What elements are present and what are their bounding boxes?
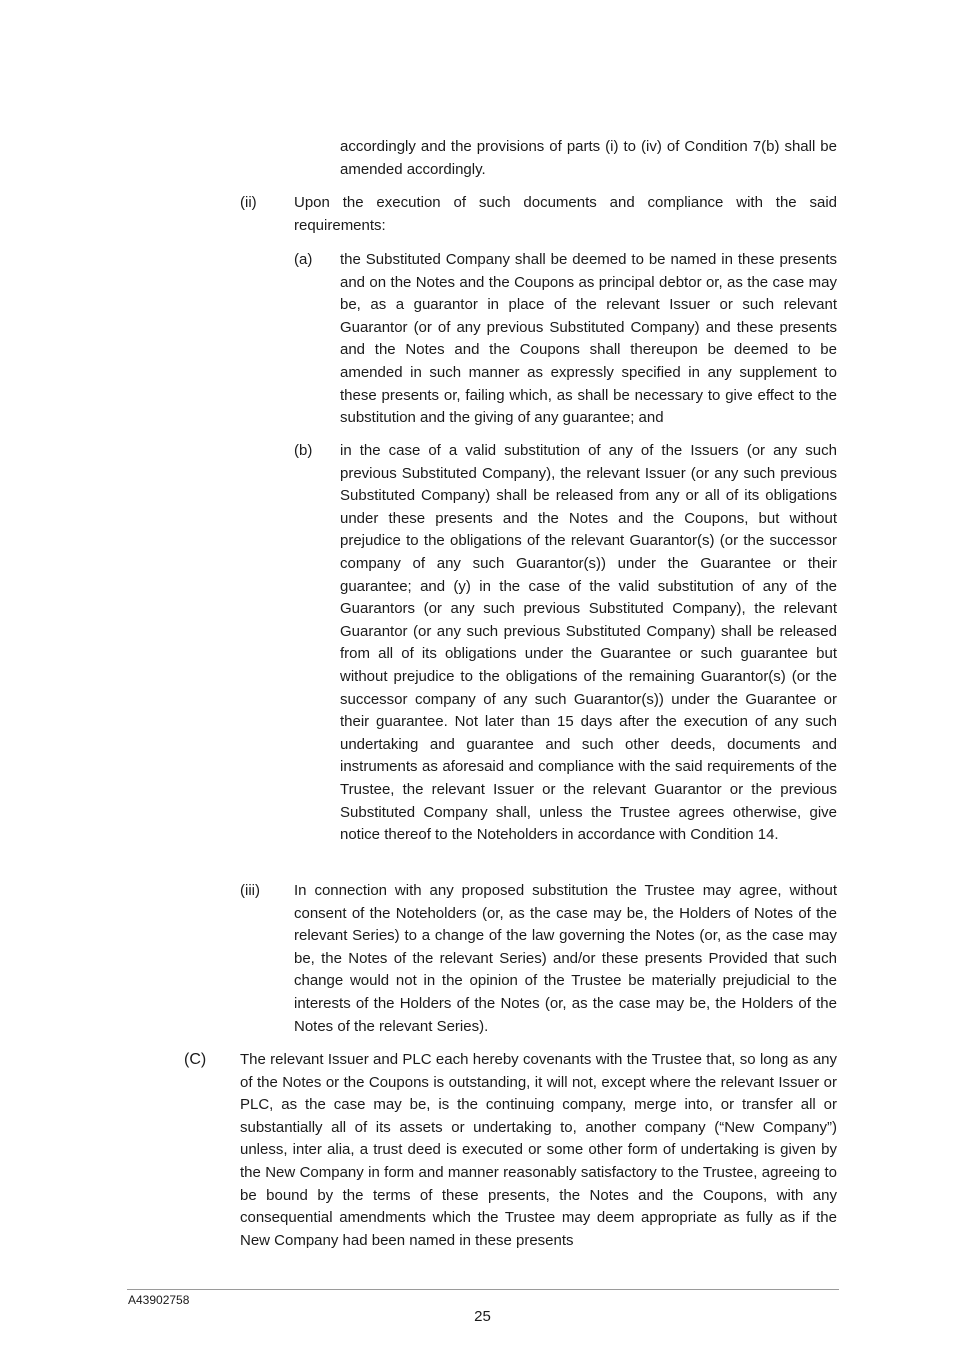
clause-c-text: The relevant Issuer and PLC each hereby covenants with the Trustee that, so long as any of the Notes or the Coupons is outstanding, it will not, except where the relevant Issuer or PLC, as the case may be, is the continuing company, merge into, or transfer all or substantially all of its assets or undertaking to, another company (“New Company”) unless, inter alia, a trust deed is executed or some other form of undertaking is given by the New Company in form and manner reasonably satisfactory to the Trustee, agreeing to be bound by the terms of these presents, the Notes and the Coupons, with any consequential amendments which the Trustee may deem appropriate as fully as if the New Company had been named in these presents (240, 1051, 837, 1249)
clause-ii-label: (ii) (240, 194, 257, 211)
clause-iii-text: In connection with any proposed substitution the Trustee may agree, without consent of the Noteholders (or, as the case may be, the Holders of Notes of the relevant Series) to a change of the law governing the Notes (or, as the case may be, the Notes of the relevant Series) and/or these presents Provided that such change would not in the opinion of the Trustee be materially prejudicial to the interests of the Holders of the Notes (or, as the case may be, the Holders of the Notes of the relevant Series). (294, 882, 837, 1035)
page-number: 25 (474, 1308, 491, 1325)
continuation-paragraph: accordingly and the provisions of parts (i) to (iv) of Condition 7(b) shall be amended accordingly. (340, 138, 837, 178)
document-reference: A43902758 (128, 1293, 190, 1307)
clause-b-text: in the case of a valid substitution of any of the Issuers (or any such previous Substituted Company), the relevant Issuer (or any such previous Substituted Company) shall be released from any or all of its obligations under these presents and the Notes and the Coupons, but without prejudice to the obligations of the relevant Guarantor(s) (or the successor company of any such Guarantor(s)) under the Guarantee or their guarantee; and (y) in the case of the valid substitution of any of the Guarantors (or any such previous Substituted Company), the relevant Guarantor (or any such previous Substituted Company) shall be released from all of its obligations under the Guarantee or such guarantee but without prejudice to the obligations of the remaining Guarantor(s) (or the successor company of any such Guarantor(s)) under the Guarantee or their guarantee. Not later than 15 days after the execution of any such undertaking and guarantee and such other deeds, documents and instruments as aforesaid and compliance with the said requirements of the Trustee, the relevant Issuer or the relevant Guarantor or the previous Substituted Company shall, unless the Trustee agrees otherwise, give notice thereof to the Noteholders in accordance with Condition 14. (340, 442, 837, 844)
clause-iii-label: (iii) (240, 882, 260, 899)
footer-divider (127, 1289, 839, 1290)
clause-c-label: (C) (184, 1051, 207, 1068)
clause-a-text: the Substituted Company shall be deemed to be named in these presents and on the Notes and the Coupons as principal debtor or, as the case may be, as a guarantor in place of the relevant Issuer or such relevant Guarantor (or of any previous Substituted Company) and these presents and the Notes and the Coupons shall thereupon be deemed to be amended in such manner as expressly specified in any supplement to these presents or, failing which, as shall be necessary to give effect to the substitution and the giving of any guarantee; and (340, 251, 837, 427)
clause-b-label: (b) (294, 442, 313, 459)
clause-ii-text: Upon the execution of such documents and compliance with the said requirements: (294, 194, 837, 234)
clause-a-label: (a) (294, 251, 313, 268)
